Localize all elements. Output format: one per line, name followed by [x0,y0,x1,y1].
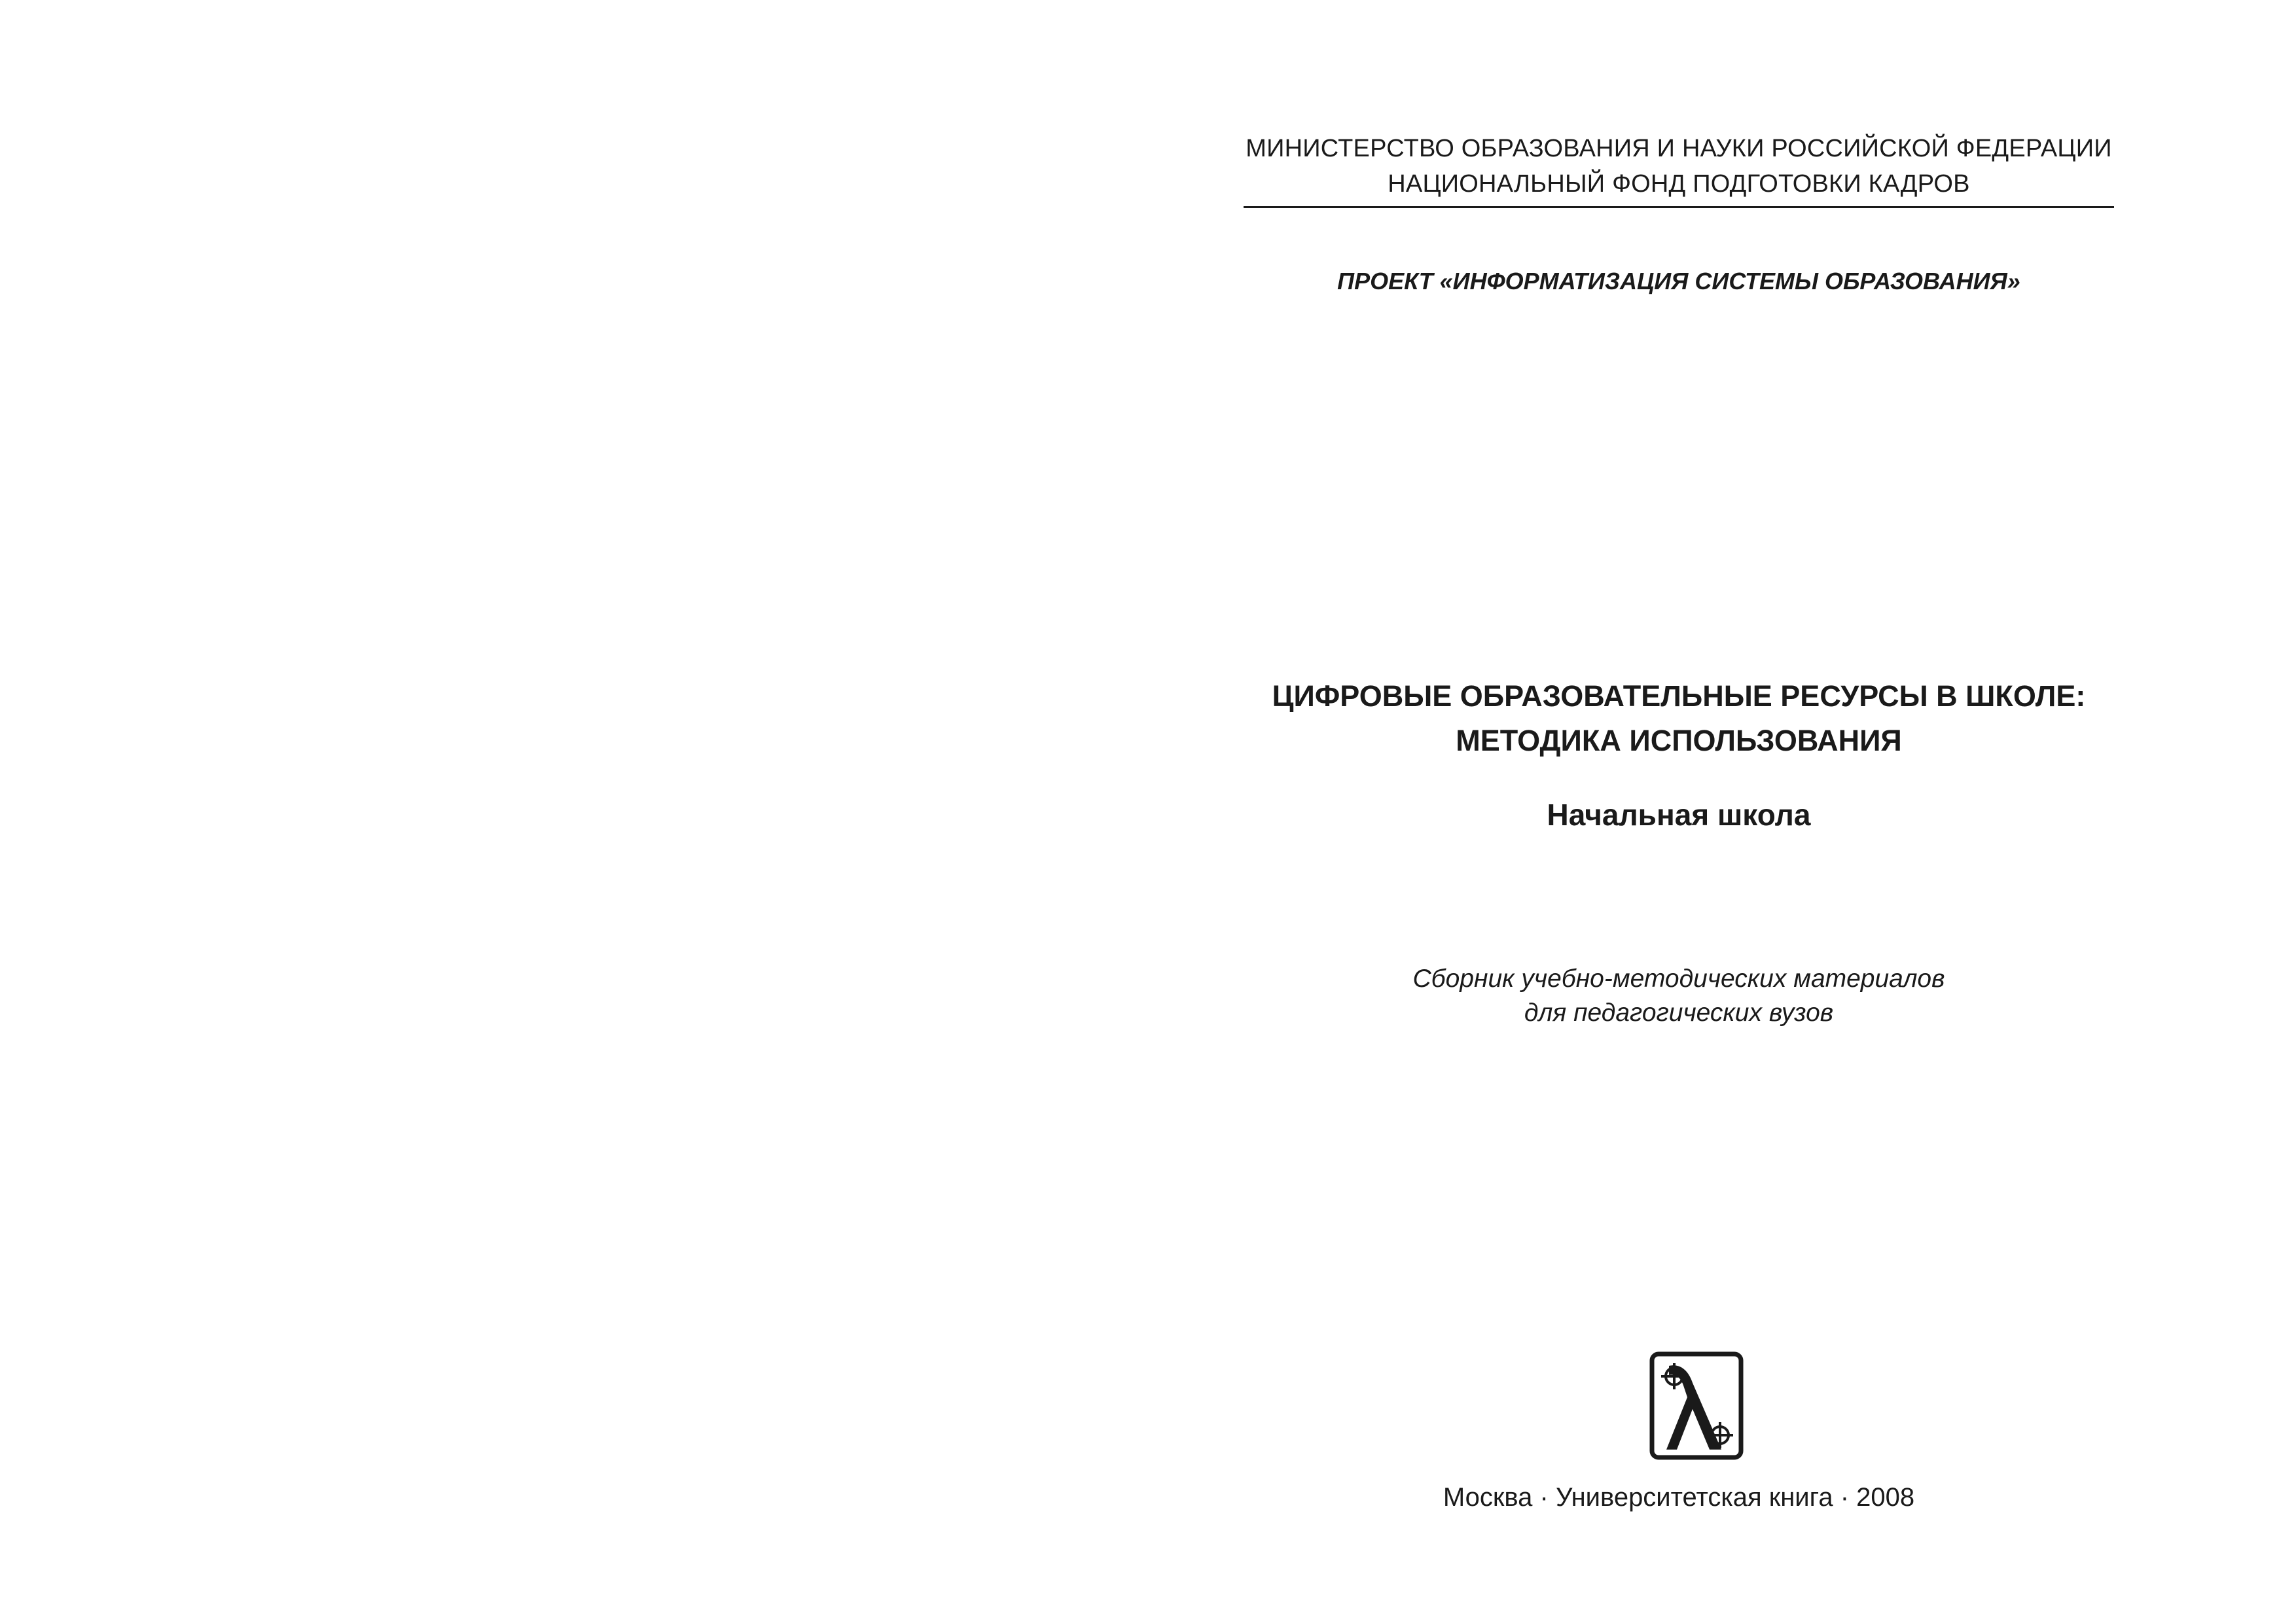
lambda-logo-icon [1649,1351,1744,1460]
book-title-line-2: МЕТОДИКА ИСПОЛЬЗОВАНИЯ [1456,724,1902,757]
book-title [1244,674,2114,763]
header-divider [1244,206,2114,208]
project-name: ПРОЕКТ «ИНФОРМАТИЗАЦИЯ СИСТЕМЫ ОБРАЗОВАНИЯ» [1337,268,2020,294]
book-description [1244,962,2114,1030]
publisher-imprint: Москва · Университетская книга · 2008 [1443,1483,1915,1512]
book-title-line-1: ЦИФРОВЫЕ ОБРАЗОВАТЕЛЬНЫЕ РЕСУРСЫ В ШКОЛЕ: [1272,679,2086,713]
description-line-2: для педагогических вузов [1524,999,1834,1027]
ministry-name: МИНИСТЕРСТВО ОБРАЗОВАНИЯ И НАУКИ РОССИЙСКОЙ ФЕДЕРАЦИИ [1246,135,2112,162]
description-line-1: Сборник учебно-методических материалов [1412,965,1945,993]
ministry-header [1244,131,2114,202]
book-subtitle: Начальная школа [1547,798,1811,832]
foundation-name: НАЦИОНАЛЬНЫЙ ФОНД ПОДГОТОВКИ КАДРОВ [1388,170,1970,198]
